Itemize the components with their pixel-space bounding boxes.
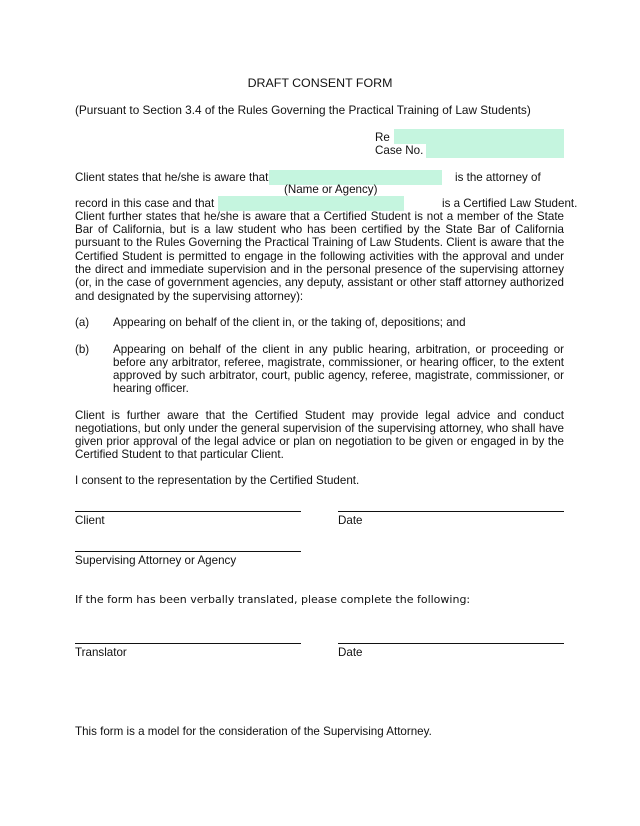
statement-line1-start: Client states that he/she is aware that [75, 171, 269, 184]
supervising-attorney-label: Supervising Attorney or Agency [75, 554, 237, 567]
body-line: (or, in the case of government agencies, any deputy, assistant or other staff attorney authorized [75, 276, 564, 289]
body-line: Client further states that he/she is aware that a Certified Student is not a member of the State [75, 210, 564, 223]
activity-b-marker: (b) [75, 343, 90, 356]
body-line: Bar of California, but is a law student who has been certified by the State Bar of California [75, 223, 564, 236]
client-signature-line[interactable] [75, 511, 301, 512]
activity-b-line: before any arbitrator, referee, magistrate, commissioner, or hearing officer, to the extent [113, 356, 564, 369]
translation-note: If the form has been verbally translated, please complete the following: [75, 593, 471, 606]
form-subtitle: (Pursuant to Section 3.4 of the Rules Governing the Practical Training of Law Students) [75, 103, 531, 117]
consent-statement: I consent to the representation by the Certified Student. [75, 474, 360, 487]
case-no-field[interactable] [426, 143, 564, 158]
name-or-agency-caption: (Name or Agency) [284, 183, 378, 196]
case-no-label: Case No. [375, 144, 424, 157]
client-label: Client [75, 514, 105, 527]
date-label: Date [338, 514, 363, 527]
body-line: pursuant to the Rules Governing the Practical Training of Law Students. Client is aware that the [75, 236, 565, 249]
body-line: and designated by the supervising attorney): [75, 290, 304, 303]
activity-b-line: approved by such arbitrator, court, public agency, referee, magistrate, commissioner, or [113, 369, 564, 382]
body-line: the direct and immediate supervision and in the personal presence of the supervising attorney [75, 263, 564, 276]
footer-note: This form is a model for the consideration of the Supervising Attorney. [75, 725, 432, 738]
body-line: Certified Student is permitted to engage in the following activities with the approval and under [75, 250, 564, 263]
re-field[interactable] [394, 129, 564, 144]
certified-student-name-field[interactable] [218, 196, 404, 211]
advice-line: negotiations, but only under the general supervision of the supervising attorney, who shall have [75, 422, 564, 435]
statement-line1-end: is the attorney of [455, 171, 541, 184]
translator-date-line[interactable] [338, 643, 564, 644]
activity-b-line: hearing officer. [113, 382, 189, 395]
advice-line: Certified Student to that particular Client. [75, 448, 284, 461]
activity-a-marker: (a) [75, 316, 90, 329]
activity-b-line: Appearing on behalf of the client in any public hearing, arbitration, or proceeding or [113, 343, 564, 356]
form-title: DRAFT CONSENT FORM [247, 76, 393, 90]
statement-line2-start: record in this case and that [75, 197, 215, 210]
re-label: Re [375, 131, 390, 144]
translator-label: Translator [75, 646, 127, 659]
supervising-attorney-signature-line[interactable] [75, 551, 301, 552]
translator-signature-line[interactable] [75, 643, 301, 644]
activity-a-text: Appearing on behalf of the client in, or the taking of, depositions; and [113, 316, 466, 329]
statement-line2-end: is a Certified Law Student. [442, 197, 578, 210]
advice-line: given prior approval of the legal advice or plan on negotiation to be given or engaged in by the [75, 435, 564, 448]
translator-date-label: Date [338, 646, 363, 659]
client-date-line[interactable] [338, 511, 564, 512]
advice-line: Client is further aware that the Certified Student may provide legal advice and conduct [75, 409, 564, 422]
